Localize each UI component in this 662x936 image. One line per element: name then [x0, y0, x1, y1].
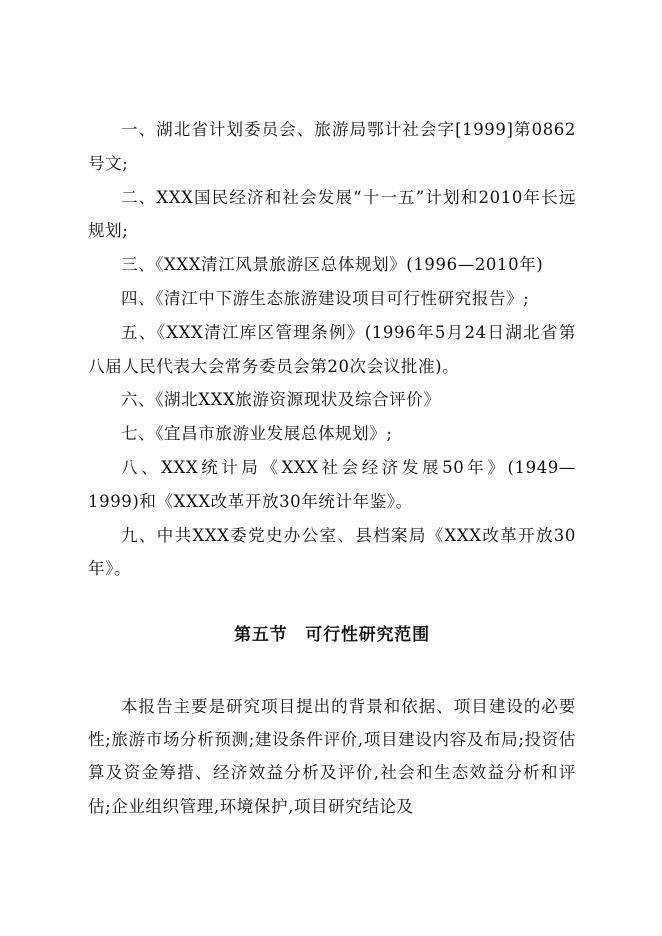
- reference-item-8: 八、XXX统计局《XXX社会经济发展50年》(1949—1999)和《XXX改革开放30年统计年鉴》。: [88, 457, 576, 511]
- reference-item-3: 三、《XXX清江风景旅游区总体规划》(1996—2010年): [121, 255, 544, 275]
- reference-item-9: 九、中共XXX委党史办公室、县档案局《XXX改革开放30年》。: [88, 525, 576, 579]
- reference-list: [88, 113, 576, 586]
- reference-item-5: 五、《XXX清江库区管理条例》(1996年5月24日湖北省第八届人民代表大会常务委员会第20次会议批准)。: [88, 322, 576, 376]
- reference-item-2: 二、XXX国民经济和社会发展“十一五”计划和2010年长远规划;: [88, 187, 576, 241]
- reference-item-1: 一、湖北省计划委员会、旅游局鄂计社会字[1999]第0862号文;: [88, 120, 576, 173]
- body-paragraph: 本报告主要是研究项目提出的背景和依据、项目建设的必要性;旅游市场分析预测;建设条件评价,项目建设内容及布局;投资估算及资金筹措、经济效益分析及评价,社会和生态效益分析和评估;企业组织管理,环境保护,项目研究结论及: [88, 697, 576, 816]
- section-heading: 第五节 可行性研究范围: [234, 625, 430, 645]
- reference-item-4: 四、《清江中下游生态旅游建设项目可行性研究报告》;: [121, 288, 530, 308]
- reference-item-7: 七、《宜昌市旅游业发展总体规划》;: [121, 424, 393, 444]
- reference-item-6: 六、《湖北XXX旅游资源现状及综合评价》: [121, 390, 441, 410]
